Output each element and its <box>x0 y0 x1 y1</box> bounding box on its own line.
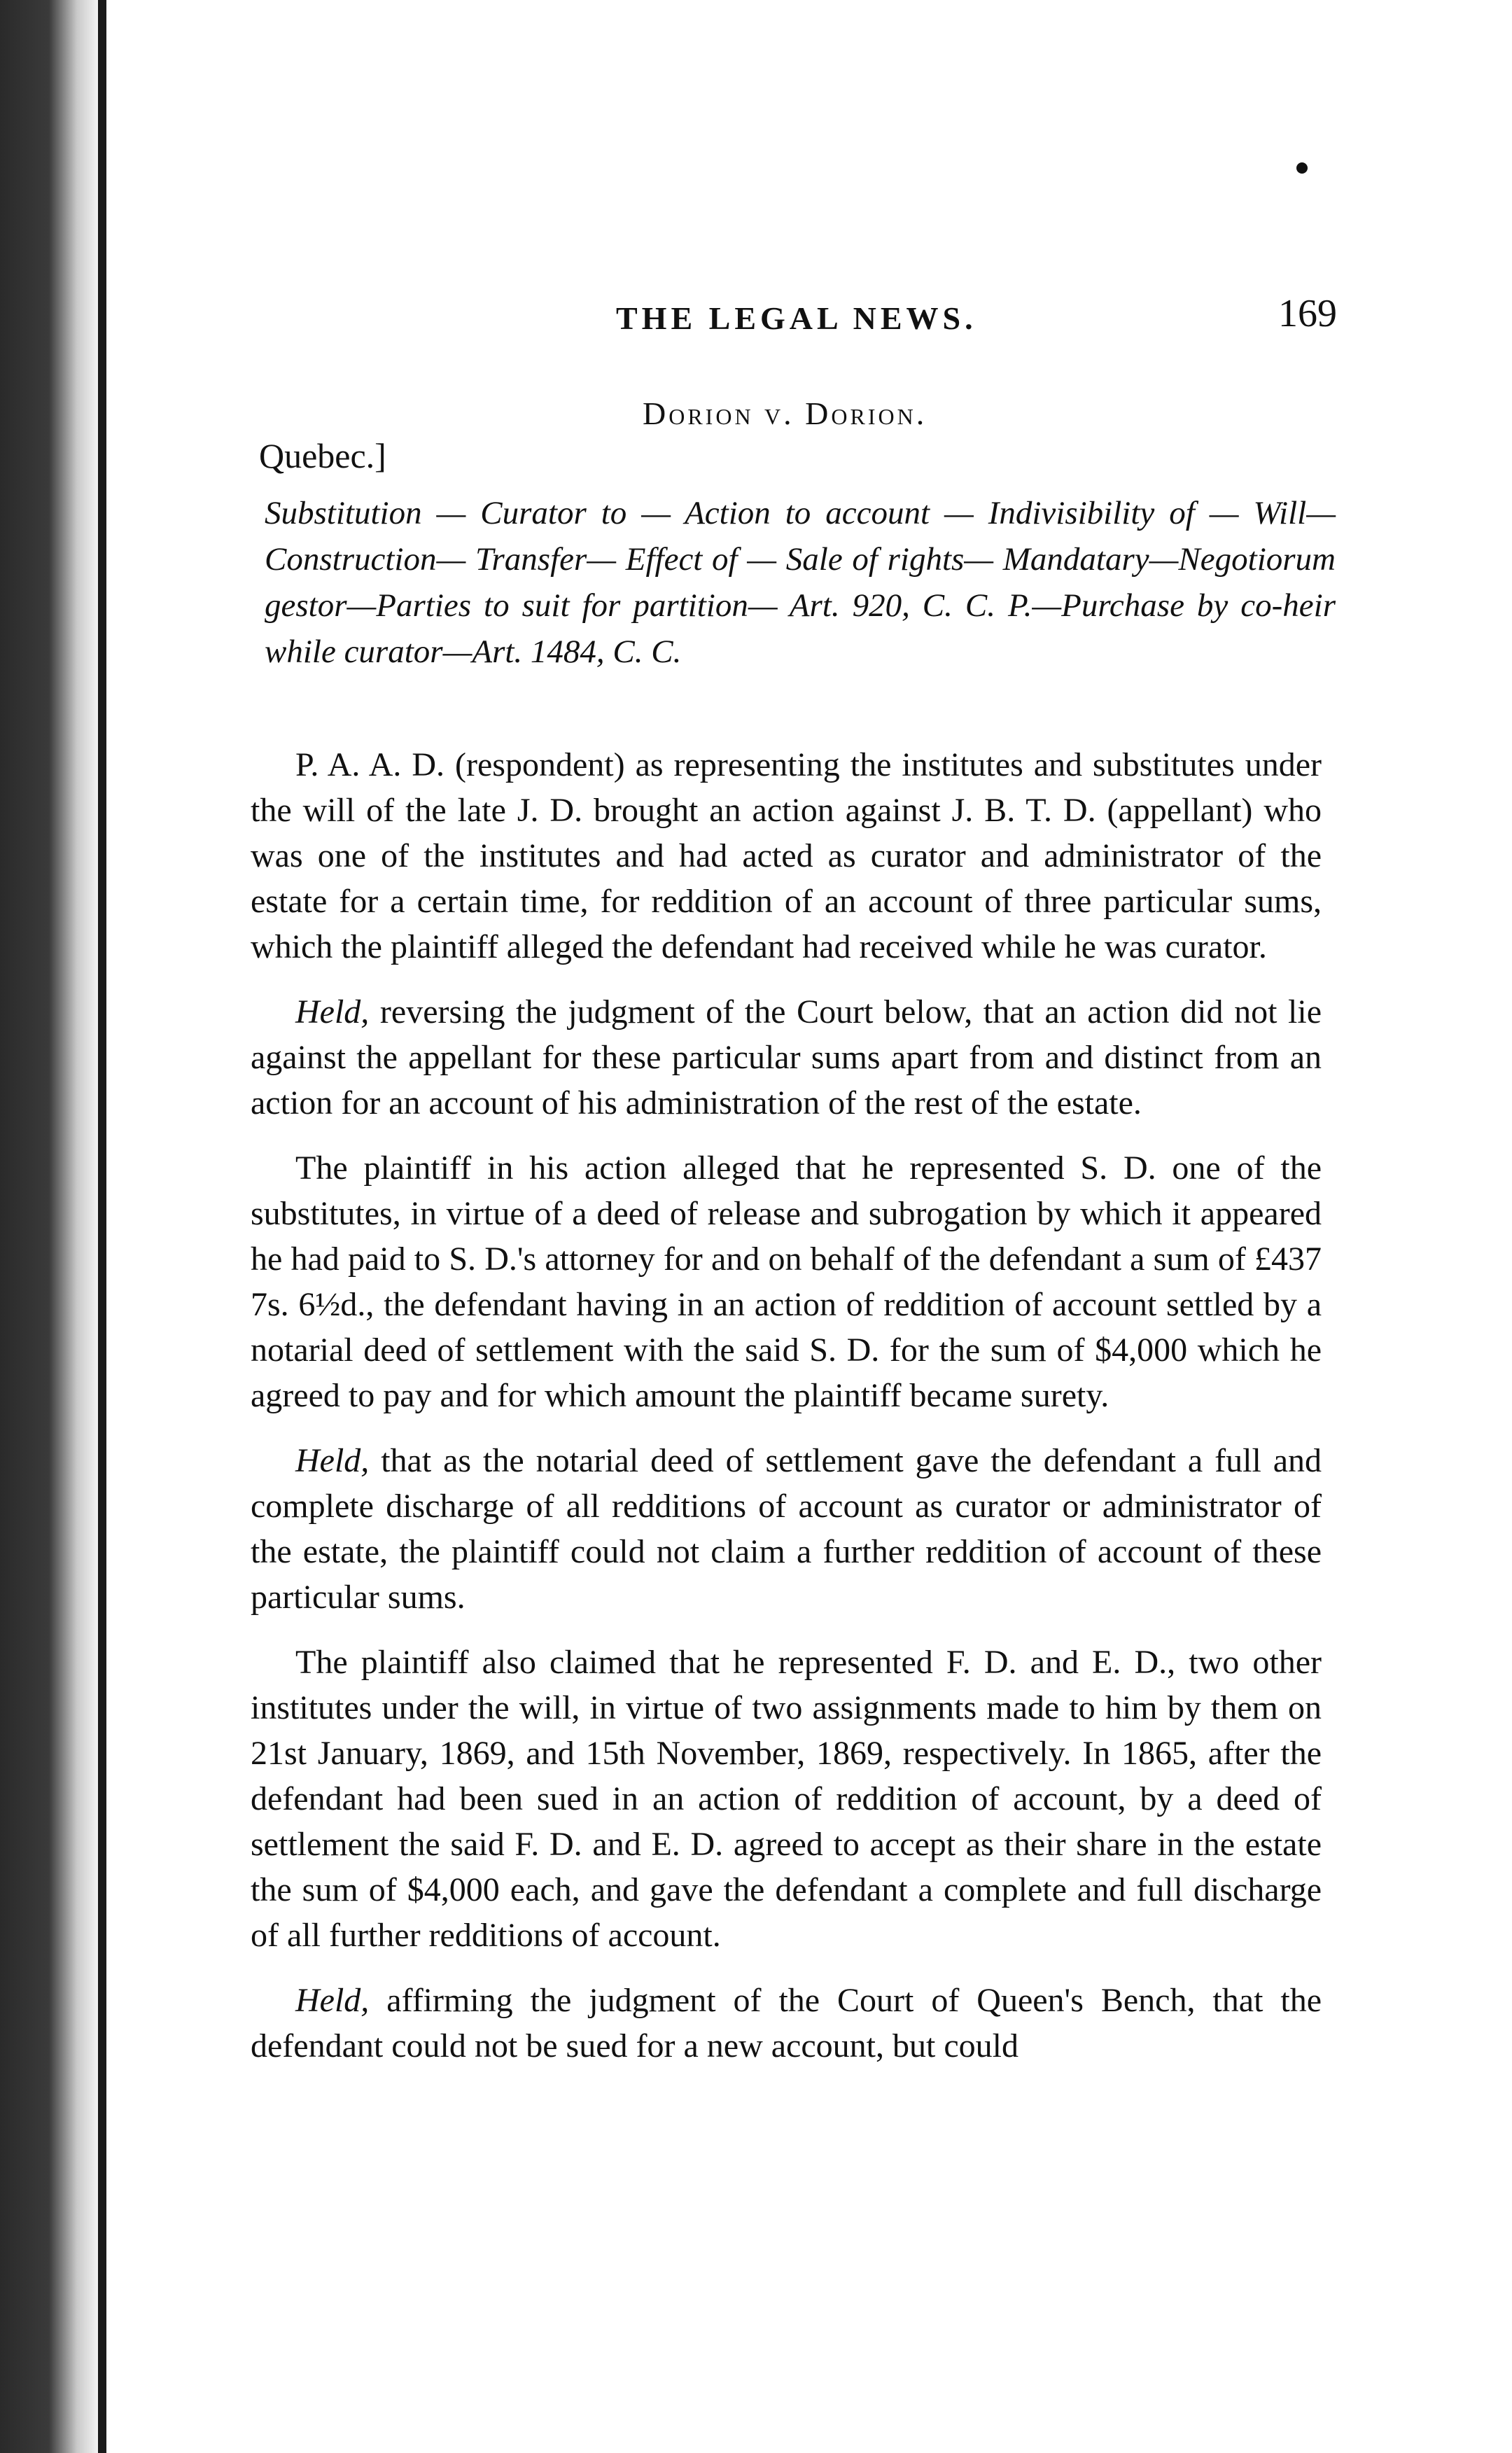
running-head: THE LEGAL NEWS. <box>616 300 977 336</box>
paragraph <box>251 1145 1322 1418</box>
binding-line <box>98 0 106 2453</box>
paragraph <box>251 1978 1322 2069</box>
headnote: Substitution — Curator to — Action to account — Indivisibility of — Will— Construction— Transfer— Effect of — Sale of rights— Mandatary—Negotiorum gestor—Parties to suit for partition— Art. 920, C. C. P.—Purchase by co-heir while curator—Art. 1484, C. C. <box>265 495 1336 670</box>
paragraph-text: The plaintiff also claimed that he represented F. D. and E. D., two other institutes under the will, in virtue of two assignments made to him by them on 21st January, 1869, and 15th November, 1869, respectively. In 1865, after the defendant had been sued in an action of reddition of account, by a deed of settlement the said F. D. and E. D. agreed to accept as their share in the estate the sum of $4,000 each, and gave the defendant a complete and full discharge of all further redditions of account. <box>251 1644 1322 1954</box>
jurisdiction-label: Quebec.] <box>259 436 386 475</box>
paragraph-text: The plaintiff in his action alleged that he represented S. D. one of the substitutes, in virtue of a deed of release and subrogation by which it appeared he had paid to S. D.'s attorney for and on behalf of the defendant a sum of £437 7s. 6½d., the defendant having in an action of reddition of account settled by a notarial deed of settlement with the said S. D. for the sum of $4,000 which he agreed to pay and for which amount the plaintiff became surety. <box>251 1149 1322 1414</box>
binding-edge <box>0 0 111 2453</box>
paragraph <box>251 989 1322 1126</box>
paragraph-lead: Held, <box>295 1442 370 1479</box>
paragraph-lead: Held, <box>295 993 370 1030</box>
paragraph-lead: Held, <box>295 1982 370 2019</box>
paragraph <box>251 1640 1322 1958</box>
paragraph <box>251 1438 1322 1620</box>
ink-speck <box>1296 162 1308 174</box>
paragraph-text: affirming the judgment of the Court of Queen's Bench, that the defendant could not be sued for a new account, but could <box>251 1982 1322 2064</box>
paragraph <box>251 742 1322 970</box>
page-number: 169 <box>1278 292 1337 335</box>
paragraph-text: that as the notarial deed of settlement gave the defendant a full and complete discharge of all redditions of account as curator or administrator of the estate, the plaintiff could not claim a further reddition of account of these particular sums. <box>251 1442 1322 1616</box>
paragraph-text: P. A. A. D. (respondent) as representing the institutes and substitutes under the will of the late J. D. brought an action against J. B. T. D. (appellant) who was one of the institutes and had acted as curator and administrator of the estate for a certain time, for reddition of an account of three particular sums, which the plaintiff alleged the defendant had received while he was curator. <box>251 746 1322 965</box>
body-text <box>251 742 1322 2088</box>
case-title: Dorion v. Dorion. <box>643 396 927 431</box>
paragraph-text: reversing the judgment of the Court below, that an action did not lie against the appellant for these particular sums apart from and distinct from an action for an account of his administration of the rest of the estate. <box>251 993 1322 1121</box>
